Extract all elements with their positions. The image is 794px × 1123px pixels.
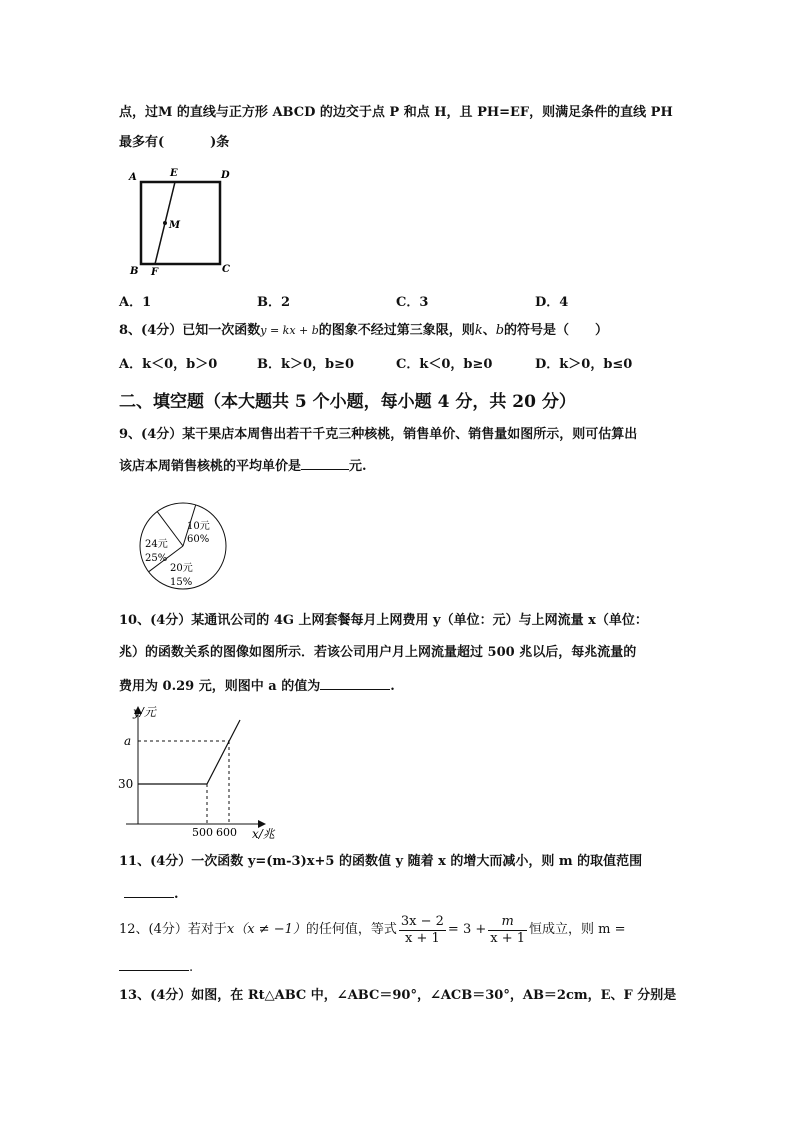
q12-text-mid: 的任何值，等式: [305, 922, 397, 937]
q7-text-pre: 最多有(: [119, 135, 165, 150]
q12-condition: x（x ≠ −1）: [226, 922, 306, 937]
pie-value-25: 25%: [145, 553, 168, 564]
q12-frac1-numerator: 3x − 2: [400, 913, 444, 929]
pie-value-15: 15%: [170, 577, 193, 588]
q12-text-post-line2: .: [189, 960, 194, 975]
q12-fraction-2: [488, 914, 527, 947]
q11-text-post: .: [174, 887, 179, 902]
q9-text-line2: [119, 456, 367, 476]
q11-text-line2: [124, 884, 179, 904]
q12-frac2-numerator: m: [488, 914, 527, 931]
q9-text-post: 元.: [349, 459, 367, 474]
square-abcd: [141, 182, 220, 264]
pie-label-20yuan: 20元: [170, 563, 193, 574]
q7-text-post: )条: [210, 135, 230, 150]
q11-answer-blank[interactable]: [124, 884, 174, 898]
q12-frac2-denominator: x + 1: [490, 930, 526, 946]
q10-text-line1: 10、(4分）某通讯公司的 4G 上网套餐每月上网费用 y（单位：元）与上网流量 x（单位：: [119, 613, 648, 628]
q7-text-line2: [119, 134, 229, 152]
q10-answer-blank[interactable]: [320, 676, 390, 690]
q8-text-pre: 8、(4分）已知一次函数: [119, 323, 261, 338]
label-m: M: [169, 220, 181, 231]
q9-answer-blank[interactable]: [301, 456, 349, 470]
q12-text: [119, 914, 626, 946]
pie-label-24yuan: 24元: [145, 539, 168, 550]
q10-text-post: .: [390, 679, 395, 694]
q8-option-b[interactable]: B．k＞0，b≥0: [257, 357, 355, 372]
q11-text-line1: 11、(4分）一次函数 y=(m-3)x+5 的函数值 y 随着 x 的增大而减小，则 m 的取值范围: [119, 854, 643, 869]
label-e: E: [170, 168, 178, 179]
q12-equals: = 3 +: [447, 922, 487, 937]
label-c: C: [222, 264, 230, 275]
y-axis-label: y/元: [133, 705, 156, 719]
tick-label-a: a: [124, 734, 132, 748]
pie-label-10yuan: 10元: [187, 521, 210, 532]
function-line: [138, 720, 240, 784]
q10-text-line2: 兆）的函数关系的图像如图所示．若该公司用户月上网流量超过 500 兆以后，每兆流量的: [119, 645, 637, 660]
q8-option-a[interactable]: A．k＜0，b＞0: [119, 357, 218, 372]
q9-pie-chart: [128, 500, 240, 594]
q12-text-line2: [119, 957, 193, 977]
q8-formula: y = kx + b: [260, 324, 319, 337]
tick-label-30: 30: [118, 777, 134, 791]
q10-function-graph: [112, 700, 292, 846]
q7-square-figure: [124, 164, 240, 280]
pie-value-60: 60%: [187, 534, 210, 545]
label-a: A: [129, 172, 137, 183]
section-heading: 二、填空题（本大题共 5 个小题，每小题 4 分，共 20 分）: [119, 392, 576, 412]
q12-text-pre: 12、(4分）若对于: [119, 922, 227, 937]
q7-text-line1: 点，过M 的直线与正方形 ABCD 的边交于点 P 和点 H，且 PH=EF，则满足条件的直线 PH: [119, 105, 673, 120]
q8-b: b: [495, 323, 505, 338]
q8-k: k: [474, 323, 483, 338]
q12-fraction-1: [399, 914, 446, 947]
q12-text-post: 恒成立，则 m =: [529, 922, 626, 937]
q12-answer-blank[interactable]: [119, 957, 189, 971]
label-d: D: [221, 170, 230, 181]
q9-text-pre: 该店本周销售核桃的平均单价是: [119, 459, 302, 474]
q10-text-line3: [119, 676, 395, 696]
x-axis-label: x/兆: [252, 827, 275, 841]
q7-option-c[interactable]: C．3: [396, 295, 429, 310]
label-f: F: [151, 267, 159, 278]
q8-text-post: 的符号是（ ）: [504, 323, 609, 338]
q8-text-mid: 的图象不经过第三象限，则: [318, 323, 475, 338]
q7-option-b[interactable]: B．2: [257, 295, 291, 310]
q8-text: [119, 322, 608, 340]
q8-sep: 、: [482, 323, 496, 338]
q7-option-d[interactable]: D．4: [535, 295, 569, 310]
q13-text-line1: 13、(4分）如图，在 Rt△ABC 中，∠ABC＝90°，∠ACB＝30°，AB＝2cm，E、F 分别是: [119, 988, 677, 1003]
q12-frac1-denominator: x + 1: [405, 930, 440, 946]
label-b: B: [130, 266, 139, 277]
tick-label-600: 600: [216, 826, 237, 839]
q8-option-d[interactable]: D．k＞0，b≤0: [535, 357, 633, 372]
tick-label-500: 500: [192, 826, 213, 839]
point-m: [163, 221, 167, 225]
q8-option-c[interactable]: C．k＜0，b≥0: [396, 357, 493, 372]
q10-text-pre: 费用为 0.29 元，则图中 a 的值为: [119, 679, 321, 694]
q9-text-line1: 9、(4分）某干果店本周售出若干千克三种核桃，销售单价、销售量如图所示，则可估算出: [119, 427, 638, 442]
q7-option-a[interactable]: A．1: [119, 295, 152, 310]
